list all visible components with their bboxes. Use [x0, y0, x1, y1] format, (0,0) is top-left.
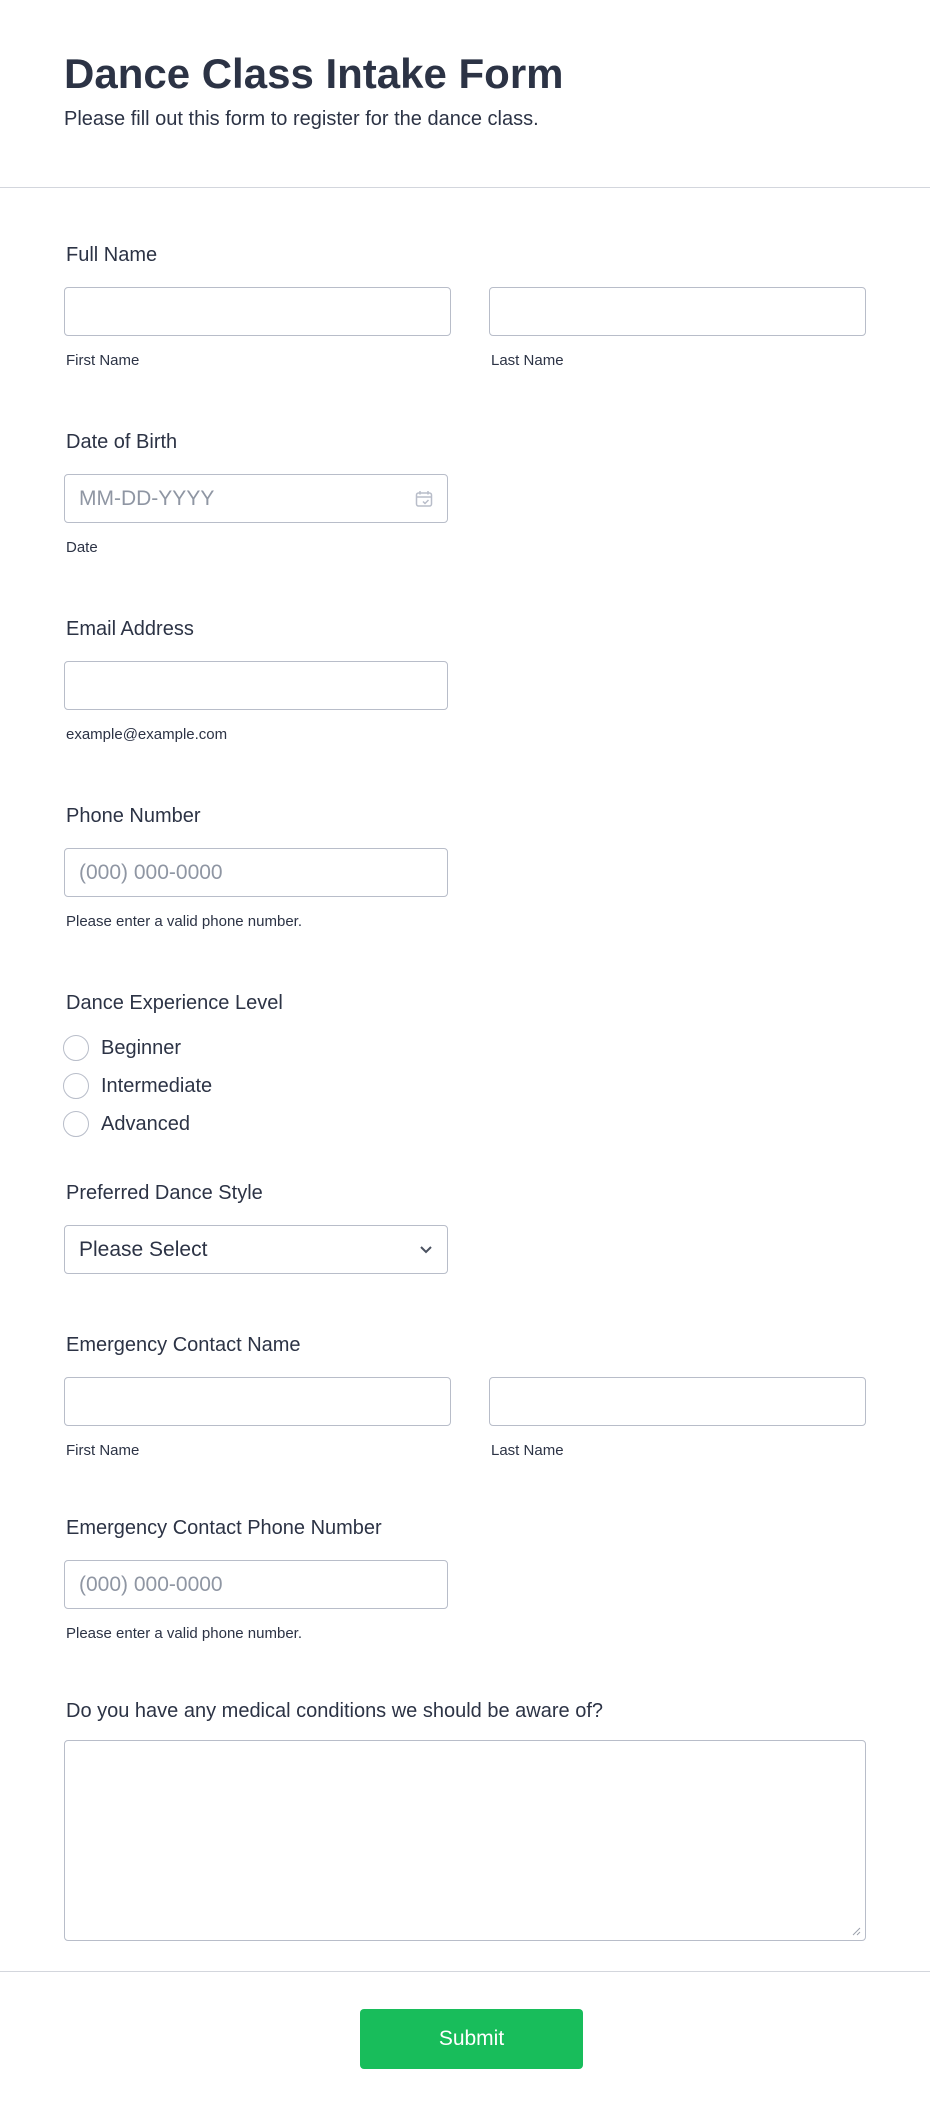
footer-divider	[0, 1971, 930, 1972]
style-label: Preferred Dance Style	[66, 1182, 263, 1204]
form-subtitle: Please fill out this form to register for the dance class.	[64, 108, 539, 130]
radio-label: Intermediate	[101, 1074, 213, 1097]
radio-button[interactable]	[63, 1111, 89, 1137]
radio-label: Advanced	[101, 1112, 190, 1135]
first-name-sublabel: First Name	[66, 352, 140, 369]
radio-label: Beginner	[101, 1036, 182, 1059]
dob-placeholder: MM-DD-YYYY	[79, 486, 215, 510]
phone-label: Phone Number	[66, 805, 201, 827]
dob-label: Date of Birth	[66, 431, 178, 453]
emergency-first-sublabel: First Name	[66, 1442, 140, 1459]
email-sublabel: example@example.com	[66, 726, 228, 743]
full-name-label: Full Name	[66, 244, 158, 266]
medical-textarea[interactable]	[64, 1740, 866, 1941]
submit-button[interactable]: Submit	[360, 2009, 583, 2069]
dance-style-select[interactable]	[64, 1225, 448, 1274]
dob-input[interactable]	[64, 474, 448, 523]
email-input[interactable]	[64, 661, 448, 710]
emergency-phone-label: Emergency Contact Phone Number	[66, 1517, 382, 1539]
radio-beginner[interactable]	[63, 1034, 181, 1062]
emergency-phone-input[interactable]: (000) 000-0000	[64, 1560, 448, 1609]
radio-button[interactable]	[63, 1073, 89, 1099]
select-value: Please Select	[79, 1237, 208, 1261]
email-label: Email Address	[66, 618, 194, 640]
medical-label: Do you have any medical conditions we should be aware of?	[66, 1700, 603, 1722]
chevron-down-icon	[419, 1245, 433, 1255]
emergency-phone-sublabel: Please enter a valid phone number.	[66, 1625, 302, 1642]
last-name-input[interactable]	[489, 287, 866, 336]
emergency-first-name-input[interactable]	[64, 1377, 451, 1426]
calendar-icon[interactable]	[415, 490, 433, 508]
experience-label: Dance Experience Level	[66, 992, 283, 1014]
dob-sublabel: Date	[66, 539, 98, 556]
emergency-last-sublabel: Last Name	[491, 1442, 564, 1459]
first-name-input[interactable]	[64, 287, 451, 336]
radio-advanced[interactable]	[63, 1110, 190, 1138]
emergency-name-label: Emergency Contact Name	[66, 1334, 301, 1356]
form-title: Dance Class Intake Form	[64, 50, 564, 97]
radio-button[interactable]	[63, 1035, 89, 1061]
resize-handle-icon[interactable]	[851, 1926, 861, 1936]
emergency-last-name-input[interactable]	[489, 1377, 866, 1426]
form-header	[0, 0, 930, 188]
last-name-sublabel: Last Name	[491, 352, 564, 369]
radio-intermediate[interactable]	[63, 1072, 212, 1100]
phone-sublabel: Please enter a valid phone number.	[66, 913, 302, 930]
phone-input[interactable]: (000) 000-0000	[64, 848, 448, 897]
